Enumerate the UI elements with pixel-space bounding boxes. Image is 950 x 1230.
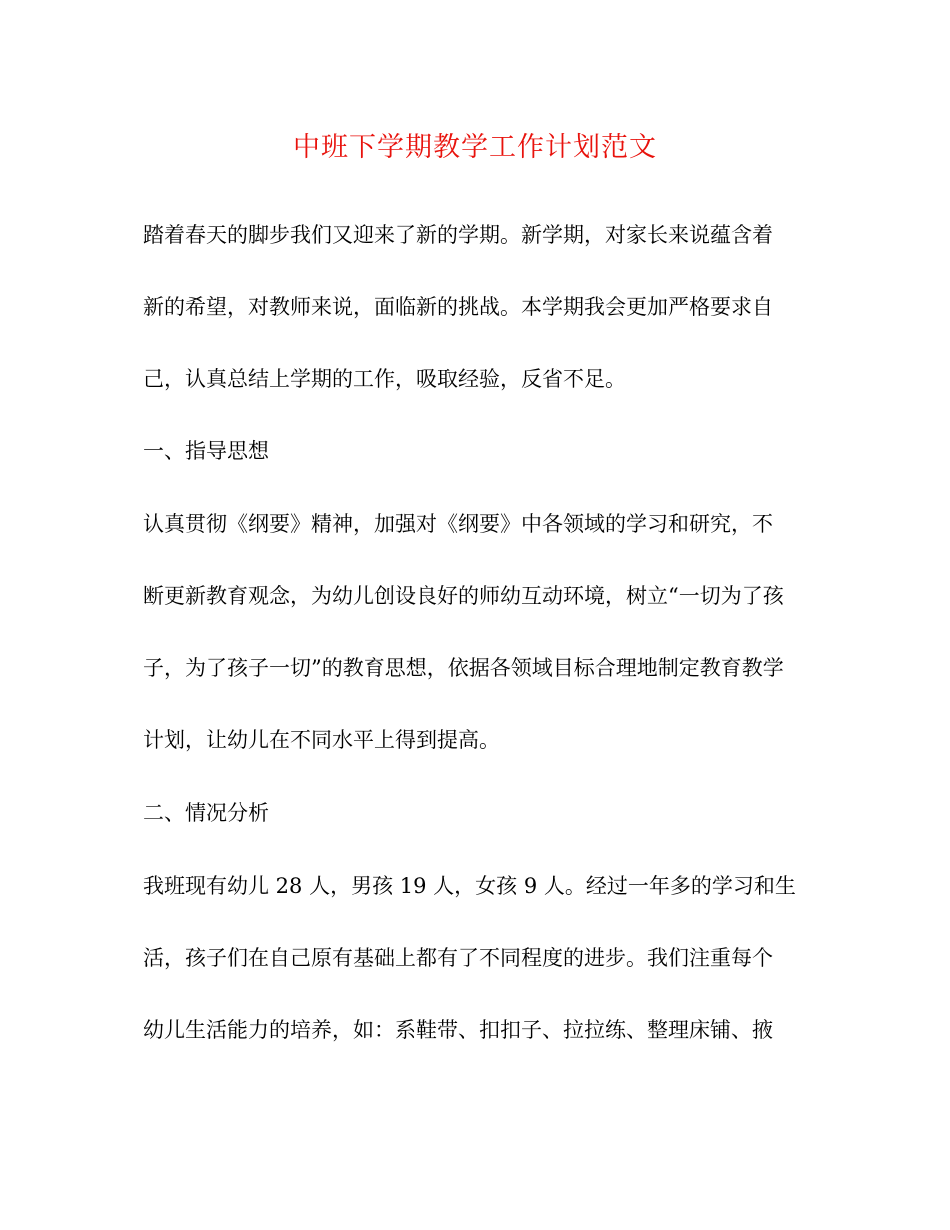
paragraph-line: 踏着春天的脚步我们又迎来了新的学期。新学期，对家长来说蕴含着: [143, 223, 773, 247]
paragraph-line: 子，为了孩子一切”的教育思想，依据各领域目标合理地制定教育教学: [143, 656, 784, 680]
paragraph-line: 认真贯彻《纲要》精神，加强对《纲要》中各领域的学习和研究，不: [143, 512, 773, 536]
paragraph-line: 计划，让幼儿在不同水平上得到提高。: [143, 728, 500, 752]
paragraph-line: 断更新教育观念，为幼儿创设良好的师幼互动环境，树立“一切为了孩: [143, 584, 784, 608]
paragraph-line: 我班现有幼儿 28 人，男孩 19 人，女孩 9 人。经过一年多的学习和生: [143, 874, 796, 898]
paragraph-line: 幼儿生活能力的培养，如：系鞋带、扣扣子、拉拉练、整理床铺、掖: [143, 1018, 773, 1042]
paragraph-line: 新的希望，对教师来说，面临新的挑战。本学期我会更加严格要求自: [143, 295, 773, 319]
paragraph-line: 活，孩子们在自己原有基础上都有了不同程度的进步。我们注重每个: [143, 946, 773, 970]
section-heading: 一、指导思想: [143, 439, 269, 463]
document-title: 中班下学期教学工作计划范文: [293, 132, 657, 163]
section-heading: 二、情况分析: [143, 801, 269, 825]
paragraph-line: 己，认真总结上学期的工作，吸取经验，反省不足。: [143, 367, 626, 391]
